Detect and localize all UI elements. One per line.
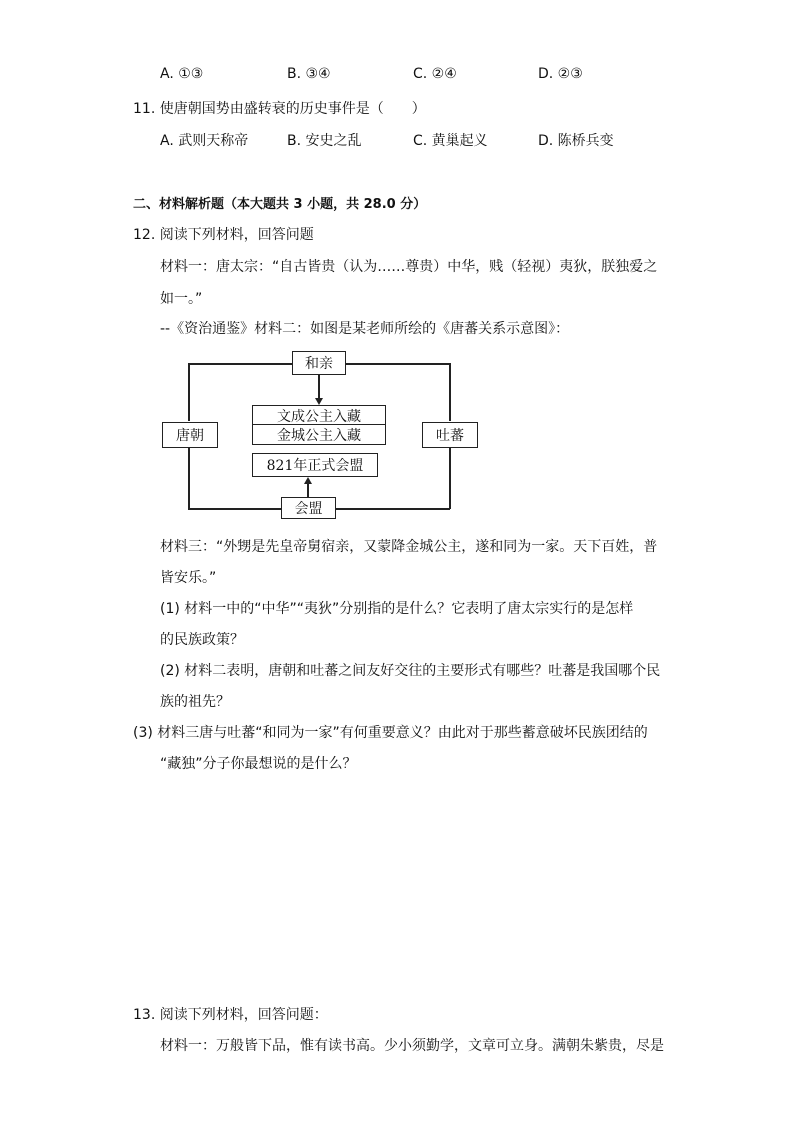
- frame-top-right: [346, 363, 450, 365]
- diagram-wencheng-box: 文成公主入藏: [252, 405, 386, 426]
- q10-option-c[interactable]: C. ②④: [413, 66, 457, 82]
- q10-option-a[interactable]: A. ①③: [160, 66, 204, 82]
- q13-stem: 13. 阅读下列材料，回答问题：: [133, 1007, 328, 1023]
- frame-bottom-right: [336, 508, 450, 510]
- q12-sub3-line1: (3) 材料三唐与吐蕃“和同为一家”有何重要意义？由此对于那些蓄意破坏民族团结的: [133, 725, 648, 741]
- q10-option-b[interactable]: B. ③④: [287, 66, 331, 82]
- tang-tibet-diagram: [160, 346, 480, 518]
- q12-material1-line2: 如一。”: [160, 291, 203, 307]
- q12-sub2-line2: 族的祖先？: [160, 694, 230, 710]
- q11-option-b[interactable]: B. 安史之乱: [287, 133, 362, 149]
- arrow-down-shaft: [318, 375, 320, 400]
- frame-right-bottom: [449, 448, 451, 509]
- q11-option-d[interactable]: D. 陈桥兵变: [538, 133, 614, 149]
- frame-bottom-left: [188, 508, 281, 510]
- diagram-jincheng-box: 金城公主入藏: [252, 424, 386, 445]
- frame-left-top: [188, 363, 190, 421]
- diagram-huimeng821-box: 821年正式会盟: [252, 453, 378, 477]
- q12-material2-intro: --《资治通鉴》材料二：如图是某老师所绘的《唐蕃关系示意图》：: [160, 321, 570, 337]
- q13-material1: 材料一：万般皆下品，惟有读书高。少小须勤学，文章可立身。满朝朱紫贵，尽是: [160, 1038, 664, 1054]
- q12-material3-line1: 材料三：“外甥是先皇帝舅宿亲，又蒙降金城公主，遂和同为一家。天下百姓，普: [160, 539, 658, 555]
- q12-sub2-line1: (2) 材料二表明，唐朝和吐蕃之间友好交往的主要形式有哪些？吐蕃是我国哪个民: [160, 663, 661, 679]
- q12-sub1-line1: (1) 材料一中的“中华”“夷狄”分别指的是什么？它表明了唐太宗实行的是怎样: [160, 601, 634, 617]
- section-heading: 二、材料解析题（本大题共 3 小题，共 28.0 分）: [133, 197, 427, 212]
- q11-option-a[interactable]: A. 武则天称帝: [160, 133, 249, 149]
- arrow-down-head: [315, 398, 323, 405]
- arrow-up-shaft: [307, 483, 309, 497]
- frame-left-bottom: [188, 448, 190, 509]
- q10-option-d[interactable]: D. ②③: [538, 66, 583, 82]
- q12-material3-line2: 皆安乐。”: [160, 570, 217, 586]
- q12-material1-line1: 材料一：唐太宗：“自古皆贵（认为……尊贵）中华，贱（轻视）夷狄，朕独爱之: [160, 259, 658, 275]
- diagram-heqin-box: 和亲: [292, 351, 346, 375]
- q11-option-c[interactable]: C. 黄巢起义: [413, 133, 488, 149]
- q12-sub1-line2: 的民族政策？: [160, 632, 244, 648]
- q11-stem: 11. 使唐朝国势由盛转衰的历史事件是（ ）: [133, 101, 426, 117]
- diagram-tubo-box: 吐蕃: [422, 422, 478, 448]
- q12-sub3-line2: “藏独”分子你最想说的是什么？: [160, 756, 357, 772]
- frame-right-top: [449, 363, 451, 421]
- diagram-tang-box: 唐朝: [162, 422, 218, 448]
- diagram-huimeng-box: 会盟: [281, 497, 336, 519]
- q12-stem: 12. 阅读下列材料，回答问题: [133, 227, 314, 243]
- frame-top-left: [188, 363, 292, 365]
